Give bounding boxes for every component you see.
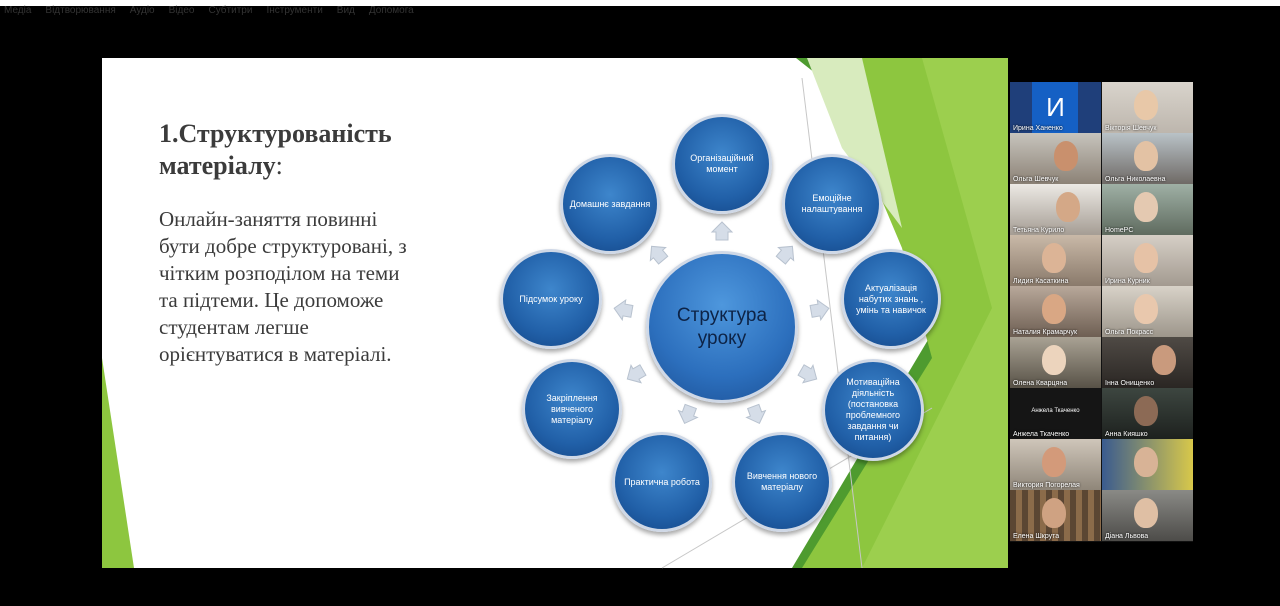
slide-title-colon: : (275, 151, 283, 180)
participant-tile[interactable] (1102, 286, 1193, 337)
participant-tile[interactable] (1102, 184, 1193, 235)
node-new-material: Вивчення нового матеріалу (732, 432, 832, 532)
menu-audio[interactable]: Аудіо (129, 5, 155, 16)
arrow-to-new-material (744, 403, 769, 427)
participant-tile[interactable] (1010, 337, 1101, 388)
participant-tile[interactable] (1010, 388, 1101, 439)
menu-help[interactable]: Допомога (368, 5, 414, 16)
menu-subtitles[interactable]: Субтитри (208, 5, 253, 16)
node-lesson-structure: Структура уроку (646, 251, 798, 403)
arrow-to-organizational (712, 222, 732, 240)
participant-tile[interactable] (1010, 235, 1101, 286)
menu-view[interactable]: Вид (336, 5, 355, 16)
menu-bar (0, 0, 1280, 16)
participant-name: Анжела Ткаченко (1013, 431, 1070, 438)
slide-body-text: Онлайн-заняття повинні бути добре структуровані, з чітким розподілом на теми та підтеми. Це допоможе студентам легше орієнтуватися в матеріалі. (159, 207, 407, 366)
participant-name: Олена Кварцяна (1013, 380, 1068, 387)
participant-name: Анна Кияшко (1105, 431, 1148, 438)
participant-name: Тетьяна Курило (1013, 227, 1065, 234)
participant-caption: Анжела Ткаченко (1031, 408, 1080, 414)
participant-tile[interactable] (1010, 184, 1101, 235)
participant-name: Виктория Погорелая (1013, 482, 1080, 489)
participant-name: Ирина Курник (1105, 278, 1150, 285)
participant-name: Лидия Касаткина (1013, 278, 1069, 285)
participant-name: Діана Львова (1105, 533, 1149, 540)
menu-tools[interactable]: Інструменти (266, 5, 323, 16)
node-lesson-summary: Підсумок уроку (500, 249, 602, 349)
participant-tile[interactable] (1102, 490, 1193, 541)
node-emotional-setup: Емоційне налаштування (782, 154, 882, 254)
arrow-to-motivation (796, 361, 822, 387)
participant-name: Ольга Шевчук (1013, 176, 1059, 183)
menu-media[interactable]: Медіа (4, 5, 32, 16)
node-homework: Домашнє завдання (560, 154, 660, 254)
arrow-to-emotional (773, 240, 800, 267)
participant-tile[interactable] (1010, 490, 1101, 541)
participant-tile[interactable] (1010, 439, 1101, 490)
participant-tile[interactable] (1010, 82, 1101, 133)
node-practical-work: Практична робота (612, 432, 712, 532)
lesson-structure-diagram (102, 58, 1008, 568)
node-actualization: Актуалізація набутих знань , умінь та навичок (841, 249, 941, 349)
participant-tile[interactable] (1102, 337, 1193, 388)
participant-name: Ольга Николаевна (1105, 176, 1166, 183)
participant-name: Ирина Ханенко (1013, 125, 1063, 132)
participants-gallery (1010, 82, 1193, 542)
node-consolidation: Закріплення вивченого матеріалу (522, 359, 622, 459)
slide-title-text: 1.Структурованість матеріалу (159, 119, 392, 180)
participant-tile[interactable] (1102, 388, 1193, 439)
participant-name: Інна Онищенко (1105, 380, 1155, 387)
menu-video[interactable]: Відео (168, 5, 195, 16)
participant-tile[interactable] (1102, 82, 1193, 133)
participant-tile[interactable] (1102, 235, 1193, 286)
participant-name: Елена Шкрута (1013, 533, 1060, 540)
node-motivation: Мотиваційна діяльність (постановка проблемного завдання чи питання) (822, 359, 924, 461)
participant-tile[interactable] (1102, 439, 1193, 490)
arrow-to-actualization (809, 298, 830, 321)
arrow-to-practical (675, 403, 700, 427)
arrow-to-consolidation (622, 361, 648, 387)
participant-name: Наталия Крамарчук (1013, 329, 1078, 336)
arrow-to-homework (644, 240, 671, 267)
participant-tile[interactable] (1010, 133, 1101, 184)
node-organizational-moment: Організаційний момент (672, 114, 772, 214)
presentation-slide (102, 58, 1008, 568)
arrow-to-summary (612, 298, 633, 321)
menu-playback[interactable]: Відтворювання (45, 5, 116, 16)
participant-tile[interactable] (1102, 133, 1193, 184)
participant-name: HomePC (1105, 227, 1134, 234)
participant-name: Ольга Покрасс (1105, 329, 1154, 336)
participant-tile[interactable] (1010, 286, 1101, 337)
participant-name: Вікторія Шевчук (1105, 125, 1157, 132)
participant-avatar-letter: И (1046, 92, 1065, 122)
